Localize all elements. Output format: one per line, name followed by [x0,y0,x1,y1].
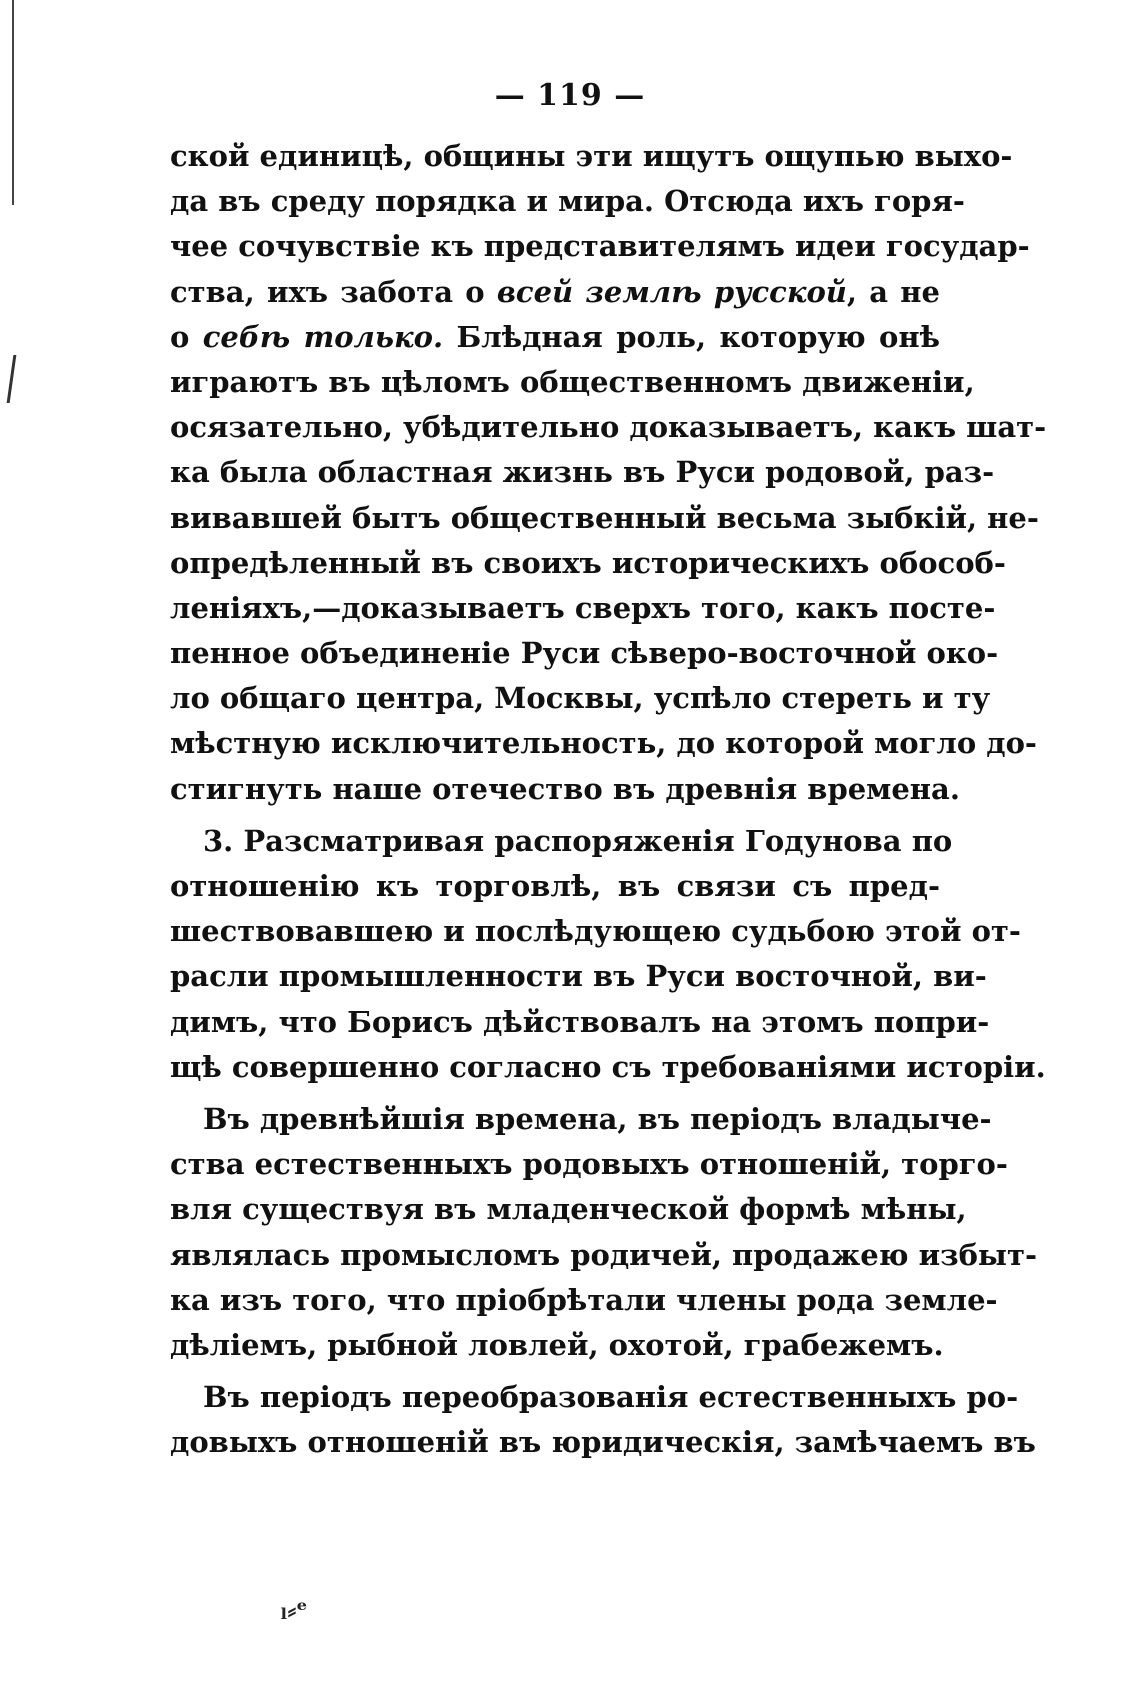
text-line: чее сочувствіе къ представителямъ идеи государ- [170,229,1030,264]
text-line: являлась промысломъ родичей, продажею избыт- [170,1237,1038,1272]
text-segment: ства, ихъ забота о [170,274,497,309]
text-line [170,270,940,315]
page-edge-mark [7,355,17,403]
text-line: ка была областная жизнь въ Руси родовой, раз- [170,455,995,490]
text-line: вля существуя въ младенческой формѣ мѣны, [170,1192,967,1227]
text-line: да въ среду порядка и мира. Отсюда ихъ горя- [170,184,965,219]
paragraph [170,819,1046,1090]
page-number: — 119 — [494,78,646,113]
paragraph [170,1097,1038,1368]
paragraph-gap [170,1090,940,1097]
paragraph-gap [170,812,940,819]
text-line: играютъ въ цѣломъ общественномъ движеніи, [170,364,975,399]
body-text [170,134,1047,1465]
text-line: осязательно, убѣдительно доказываетъ, какъ шат- [170,410,1047,445]
text-line: пенное объединеніе Руси сѣверо-восточной око- [170,636,999,671]
text-segment: , а не [846,274,940,309]
text-line: щѣ совершенно согласно съ требованіями исторіи. [170,1049,1046,1084]
text-line: Въ періодъ переобразованія естественныхъ ро- [203,1380,1019,1415]
text-line: шествовавшею и послѣдующею судьбою этой от- [170,914,1021,949]
text-line: димъ, что Борисъ дѣйствовалъ на этомъ попри- [170,1004,990,1039]
text-line: 3. Разсматривая распоряженія Годунова по [203,823,953,858]
text-line: стигнуть наше отечество въ древнія времена. [170,771,960,806]
emphasized-text: всей землѣ русской [496,274,847,309]
bottom-printer-mark: ₗ⸗ᵉ [280,1596,308,1626]
text-segment: о [170,319,203,354]
text-line: ка изъ того, что пріобрѣтали члены рода земле- [170,1282,998,1317]
text-line: довыхъ отношеній въ юридическія, замѣчаемъ въ [170,1425,1036,1460]
text-line: Въ древнѣйшія времена, въ періодъ владыче- [203,1101,992,1136]
text-line: ло общаго центра, Москвы, успѣло стереть и ту [170,681,991,716]
text-line: отношенію къ торговлѣ, въ связи съ пред- [170,869,940,903]
text-line: опредѣленный въ своихъ историческихъ обособ- [170,545,1006,580]
text-line: дѣліемъ, рыбной ловлей, охотой, грабежемъ. [170,1327,944,1362]
paragraph [170,134,1047,812]
text-line: ства естественныхъ родовыхъ отношеній, торго- [170,1147,1008,1182]
emphasized-text: себѣ только. [202,319,444,354]
text-segment: Блѣдная роль, которую онѣ [443,319,940,354]
text-line: мѣстную исключительность, до которой могло до- [170,726,1037,761]
text-line: расли промышленности въ Руси восточной, ви- [170,959,987,994]
text-line [170,315,940,360]
text-line: вивавшей бытъ общественный весьма зыбкій, не- [170,500,1039,535]
text-line: ской единицѣ, общины эти ищутъ ощупью выхо- [170,139,1013,173]
paragraph-gap [170,1368,940,1375]
text-line: леніяхъ,—доказываетъ сверхъ того, какъ посте- [170,590,996,625]
paragraph [170,1375,1036,1465]
